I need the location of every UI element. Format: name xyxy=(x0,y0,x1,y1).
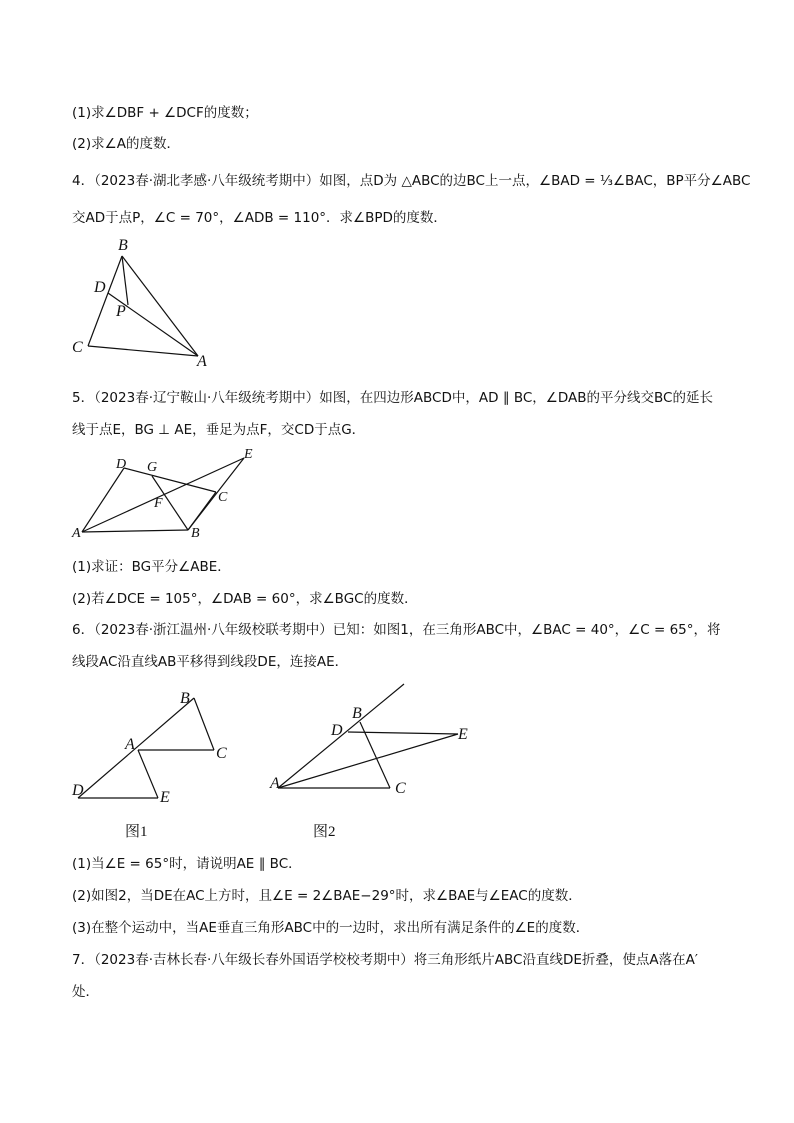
fig4-label-B: B xyxy=(118,237,128,254)
fig5-label-A: A xyxy=(72,526,81,541)
fig6b-label-C: C xyxy=(395,780,406,797)
question-3-part-2: (2)求∠A的度数． xyxy=(72,136,180,152)
fig5-label-D: D xyxy=(116,457,127,472)
question-4-text-line-2: 交AD于点P，∠C = 70°，∠ADB = 110°．求∠BPD的度数． xyxy=(72,210,447,226)
fig5-label-G: G xyxy=(147,460,158,475)
fig6b-label-D: D xyxy=(331,722,343,739)
question-5-part-2: (2)若∠DCE = 105°，∠DAB = 60°，求∠BGC的度数． xyxy=(72,591,418,607)
question-7-text-line-1: 7．（2023春·吉林长春·八年级长春外国语学校校考期中）将三角形纸片ABC沿直线DE折叠，使点A落在A′ xyxy=(72,952,698,968)
fig6a-label-B: B xyxy=(180,690,190,707)
fig6a-label-A: A xyxy=(125,736,135,753)
fig5-label-E: E xyxy=(244,447,253,462)
fig4-label-P: P xyxy=(116,303,126,320)
question-6-part-1: (1)当∠E = 65°时，请说明AE ∥ BC． xyxy=(72,856,302,872)
question-5-text-line-2: 线于点E，BG ⊥ AE，垂足为点F，交CD于点G． xyxy=(72,422,366,438)
figure-5-quadrilateral xyxy=(72,448,272,548)
figure-6-2 xyxy=(268,680,468,800)
question-7-text-line-2: 处． xyxy=(72,984,99,1000)
question-5-text-line-1: 5．（2023春·辽宁鞍山·八年级统考期中）如图，在四边形ABCD中，AD ∥ BC，∠DAB的平分线交BC的延长 xyxy=(72,390,713,406)
fig6a-label-D: D xyxy=(72,782,84,799)
question-3-part-1: (1)求∠DBF + ∠DCF的度数； xyxy=(72,105,258,121)
fig4-label-D: D xyxy=(94,279,106,296)
fig4-label-A: A xyxy=(197,353,207,370)
fig6a-label-C: C xyxy=(216,745,227,762)
question-4-text-line-1: 4．（2023春·湖北孝感·八年级统考期中）如图，点D为 △ABC的边BC上一点，∠BAD = ⅓∠BAC，BP平分∠ABC xyxy=(72,173,751,189)
question-6-text-line-2: 线段AC沿直线AB平移得到线段DE，连接AE． xyxy=(72,654,349,670)
fig5-label-F: F xyxy=(154,496,163,511)
fig6a-label-E: E xyxy=(160,789,170,806)
question-5-part-1: (1)求证：BG平分∠ABE． xyxy=(72,559,231,575)
fig5-label-C: C xyxy=(218,490,228,505)
figure-6-2-caption: 图2 xyxy=(313,824,336,840)
fig6b-label-E: E xyxy=(458,726,468,743)
fig5-label-B: B xyxy=(191,526,200,541)
question-6-text-line-1: 6．（2023春·浙江温州·八年级校联考期中）已知：如图1，在三角形ABC中，∠BAC = 40°，∠C = 65°，将 xyxy=(72,622,721,638)
fig4-label-C: C xyxy=(72,339,83,356)
fig6b-label-A: A xyxy=(270,775,280,792)
question-6-part-3: (3)在整个运动中，当AE垂直三角形ABC中的一边时，求出所有满足条件的∠E的度数． xyxy=(72,920,590,936)
question-6-part-2: (2)如图2，当DE在AC上方时，且∠E = 2∠BAE−29°时，求∠BAE与∠EAC的度数． xyxy=(72,888,582,904)
figure-6-1 xyxy=(70,688,240,808)
fig6b-label-B: B xyxy=(352,705,362,722)
figure-6-1-caption: 图1 xyxy=(125,824,148,840)
